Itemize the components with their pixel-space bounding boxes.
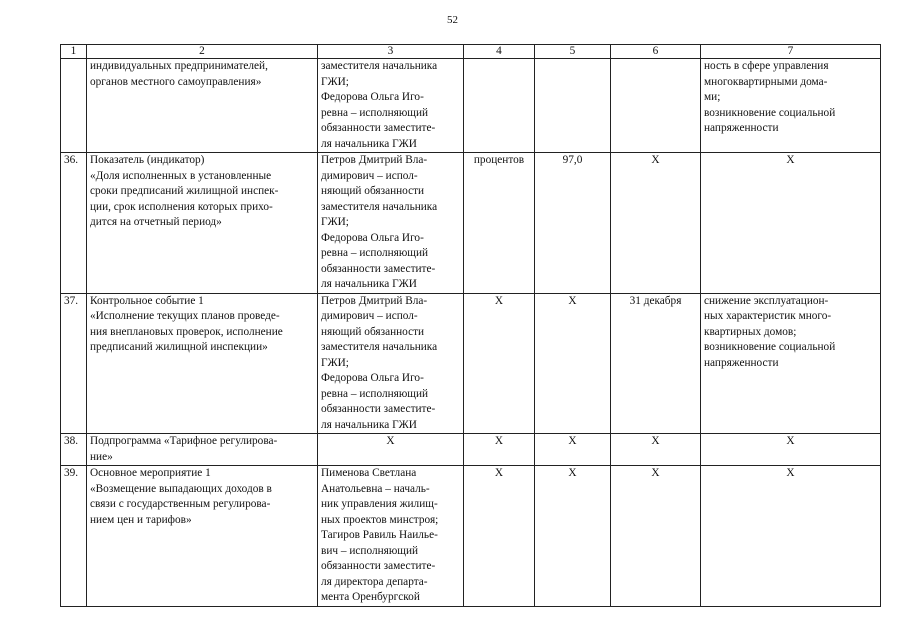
date-cell — [611, 59, 701, 153]
column-header-1: 1 — [61, 45, 87, 59]
date-cell: Х — [611, 434, 701, 466]
value-cell: Х — [535, 293, 611, 434]
date-cell: Х — [611, 153, 701, 294]
unit-cell: процентов — [464, 153, 535, 294]
date-cell: 31 декабря — [611, 293, 701, 434]
column-header-7: 7 — [701, 45, 881, 59]
value-cell: 97,0 — [535, 153, 611, 294]
responsible-persons: Пименова Светлана Анатольевна – началь- ник управления жилищ- ных проектов минстроя; Тагиров Равиль Наилье- вич – исполняющий обязанности заместите- ля директора департа- мента Оренбургской — [318, 466, 464, 607]
date-cell: Х — [611, 466, 701, 607]
column-header-4: 4 — [464, 45, 535, 59]
responsible-persons: Х — [318, 434, 464, 466]
item-name: Показатель (индикатор) «Доля исполненных в установленные сроки предписаний жилищной инспек- ции, срок исполнения которых прихо- дится на отчетный период» — [87, 153, 318, 294]
value-cell — [535, 59, 611, 153]
column-header-3: 3 — [318, 45, 464, 59]
risks-cell: снижение эксплуатацион- ных характеристик много- квартирных домов; возникновение социальной напряженности — [701, 293, 881, 434]
item-name: индивидуальных предпринимателей, органов местного самоуправления» — [87, 59, 318, 153]
row-number: 38. — [61, 434, 87, 466]
unit-cell: Х — [464, 466, 535, 607]
unit-cell: Х — [464, 434, 535, 466]
row-number: 37. — [61, 293, 87, 434]
item-name: Основное мероприятие 1 «Возмещение выпадающих доходов в связи с государственным регулирова- нием цен и тарифов» — [87, 466, 318, 607]
table-row-39 — [61, 466, 881, 607]
header-row — [61, 45, 881, 59]
page-number: 52 — [447, 14, 458, 26]
item-name: Контрольное событие 1 «Исполнение текущих планов проведе- ния внеплановых проверок, исполнение предписаний жилищной инспекции» — [87, 293, 318, 434]
table-row-37 — [61, 293, 881, 434]
value-cell: Х — [535, 466, 611, 607]
value-cell: Х — [535, 434, 611, 466]
table-row-36 — [61, 153, 881, 294]
table-body — [61, 59, 881, 607]
risks-cell: Х — [701, 466, 881, 607]
responsible-persons: Петров Дмитрий Вла- димирович – испол- няющий обязанности заместителя начальника ГЖИ; Федорова Ольга Иго- ревна – исполняющий обязанности заместите- ля начальника ГЖИ — [318, 293, 464, 434]
column-header-5: 5 — [535, 45, 611, 59]
column-header-2: 2 — [87, 45, 318, 59]
risks-cell: Х — [701, 153, 881, 294]
item-name: Подпрограмма «Тарифное регулирова- ние» — [87, 434, 318, 466]
risks-cell: ность в сфере управления многоквартирными дома- ми; возникновение социальной напряженности — [701, 59, 881, 153]
responsible-persons: заместителя начальника ГЖИ; Федорова Ольга Иго- ревна – исполняющий обязанности заместите- ля начальника ГЖИ — [318, 59, 464, 153]
unit-cell: Х — [464, 293, 535, 434]
column-header-6: 6 — [611, 45, 701, 59]
plan-table — [60, 44, 881, 607]
row-number: 36. — [61, 153, 87, 294]
table-row-continuation — [61, 59, 881, 153]
risks-cell: Х — [701, 434, 881, 466]
row-number: 39. — [61, 466, 87, 607]
table-header — [61, 45, 881, 59]
row-number — [61, 59, 87, 153]
table-row-38 — [61, 434, 881, 466]
responsible-persons: Петров Дмитрий Вла- димирович – испол- няющий обязанности заместителя начальника ГЖИ; Федорова Ольга Иго- ревна – исполняющий обязанности заместите- ля начальника ГЖИ — [318, 153, 464, 294]
unit-cell — [464, 59, 535, 153]
